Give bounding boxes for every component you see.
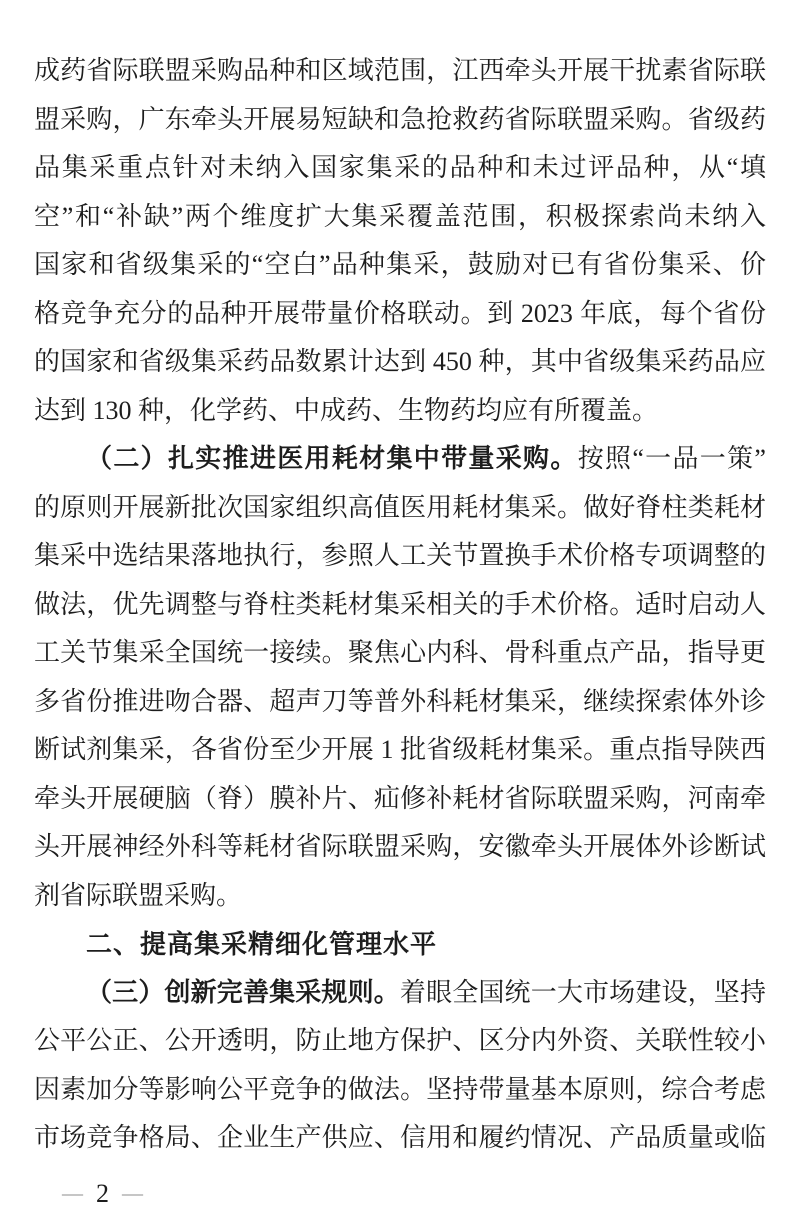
paragraph-tail-text: 着眼全国统一大市场建设，坚持 xyxy=(399,977,766,1007)
text-line: 市场竞争格局、企业生产供应、信用和履约情况、产品质量或临 xyxy=(34,1123,766,1152)
paragraph-lead-line xyxy=(34,435,766,484)
text-line: 的国家和省级集采药品数累计达到 450 种，其中省级集采药品应 xyxy=(34,347,766,376)
text-line: 成药省际联盟采购品种和区域范围，江西牵头开展干扰素省际联 xyxy=(34,56,766,85)
page-footer xyxy=(62,1170,143,1216)
text-line: 品集采重点针对未纳入国家集采的品种和未过评品种，从“填 xyxy=(34,153,766,182)
text-line: 因素加分等影响公平竞争的做法。坚持带量基本原则，综合考虑 xyxy=(34,1074,766,1104)
text-line: 剂省际联盟采购。 xyxy=(34,880,243,910)
text-line: 的原则开展新批次国家组织高值医用耗材集采。做好脊柱类耗材 xyxy=(34,492,766,522)
text-line: 盟采购，广东牵头开展易短缺和急抢救药省际联盟采购。省级药 xyxy=(34,104,766,134)
paragraph-tail-text: 按照“一品一策” xyxy=(577,444,766,473)
footer-right-dash: — xyxy=(122,1181,143,1205)
text-line: 空”和“补缺”两个维度扩大集采覆盖范围，积极探索尚未纳入 xyxy=(34,201,766,231)
paragraph-lead-line xyxy=(34,969,766,1018)
text-line: 做法，优先调整与脊柱类耗材集采相关的手术价格。适时启动人 xyxy=(34,589,766,619)
text-line: 公平公正、公开透明，防止地方保护、区分内外资、关联性较小 xyxy=(34,1026,766,1055)
text-line: 格竞争充分的品种开展带量价格联动。到 2023 年底，每个省份 xyxy=(34,298,766,328)
text-line: 多省份推进吻合器、超声刀等普外科耗材集采，继续探索体外诊 xyxy=(34,686,766,716)
text-line: 国家和省级集采的“空白”品种集采，鼓励对已有省份集采、价 xyxy=(34,250,766,279)
footer-left-dash: — xyxy=(62,1181,83,1205)
text-line: 牵头开展硬脑（脊）膜补片、疝修补耗材省际联盟采购，河南牵 xyxy=(34,783,766,813)
document-page xyxy=(34,47,766,1163)
text-line: 集采中选结果落地执行，参照人工关节置换手术价格专项调整的 xyxy=(34,541,766,570)
paragraph-lead-text: （二）扎实推进医用耗材集中带量采购。 xyxy=(86,444,578,473)
section-heading: 二、提高集采精细化管理水平 xyxy=(86,929,438,959)
page-number: 2 xyxy=(96,1179,109,1208)
paragraph-lead-text: （三）创新完善集采规则。 xyxy=(86,977,400,1007)
text-line: 头开展神经外科等耗材省际联盟采购，安徽牵头开展体外诊断试 xyxy=(34,832,766,861)
text-line: 达到 130 种，化学药、中成药、生物药均应有所覆盖。 xyxy=(34,395,659,425)
text-line: 断试剂集采，各省份至少开展 1 批省级耗材集采。重点指导陕西 xyxy=(34,735,766,764)
text-line: 工关节集采全国统一接续。聚焦心内科、骨科重点产品，指导更 xyxy=(34,638,766,667)
